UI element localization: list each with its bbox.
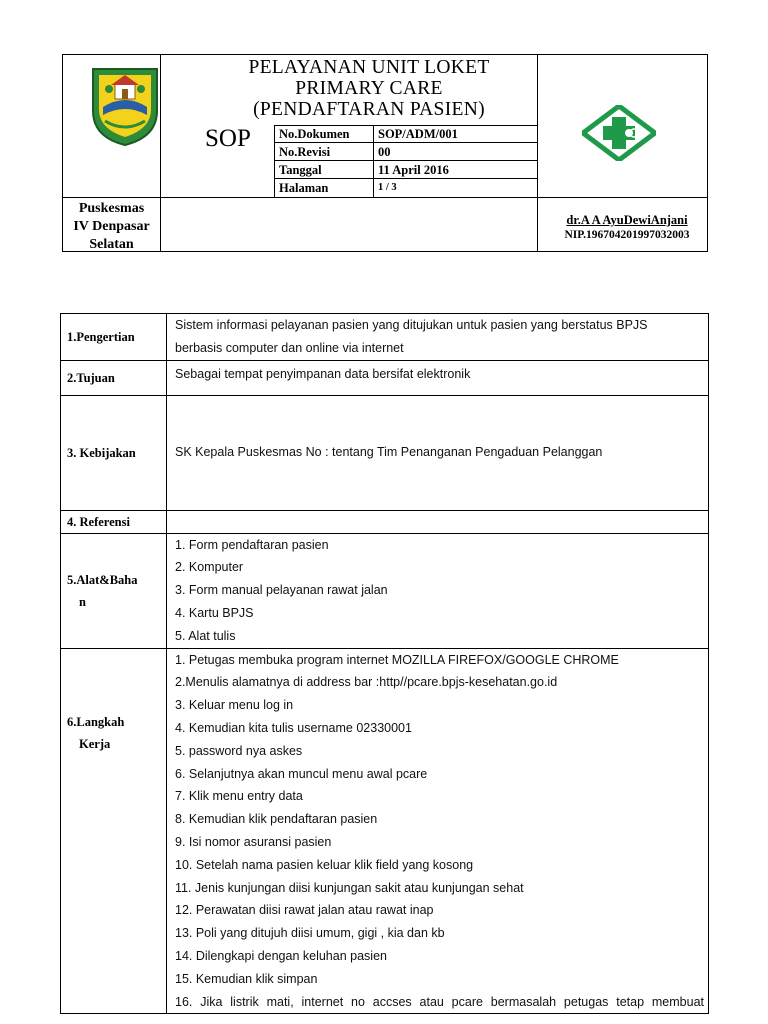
sop-content-table: [60, 313, 709, 1014]
list-item: 7. Klik menu entry data: [175, 789, 303, 804]
label-line: Kerja: [79, 736, 111, 751]
content-line: berbasis computer dan online via internet: [175, 340, 404, 355]
list-item: 14. Dilengkapi dengan keluhan pasien: [175, 948, 387, 963]
section-label: 3. Kebijakan: [61, 395, 167, 510]
table-row: [61, 510, 709, 533]
list-item: 2. Komputer: [175, 560, 244, 575]
list-item: 15. Kemudian klik simpan: [175, 971, 318, 986]
list-item: 1. Form pendaftaran pasien: [175, 537, 329, 552]
list-item: 1. Petugas membuka program internet MOZILLA FIREFOX/GOOGLE CHROME: [175, 652, 619, 667]
meta-value-document-no: SOP/ADM/001: [378, 127, 458, 141]
list-item: 8. Kemudian klik pendaftaran pasien: [175, 812, 378, 827]
sop-label: SOP: [205, 125, 251, 152]
section-content: [167, 314, 709, 361]
list-item: 11. Jenis kunjungan diisi kunjungan sakit atau kunjungan sehat: [175, 880, 524, 895]
section-content: [167, 533, 709, 648]
divider: [373, 125, 374, 197]
list-item: 9. Isi nomor asuransi pasien: [175, 834, 332, 849]
signer-nip: NIP.196704201997032003: [564, 229, 690, 241]
content-line: Sebagai tempat penyimpanan data bersifat elektronik: [175, 366, 471, 381]
label-line: 5.Alat&Baha: [67, 572, 138, 587]
label-line: n: [79, 594, 86, 609]
list-item: 12. Perawatan diisi rawat jalan atau rawat inap: [175, 903, 434, 918]
section-label: [61, 648, 167, 1014]
section-label: [61, 533, 167, 648]
label-line: 6.Langkah: [67, 714, 125, 729]
list-item: 2.Menulis alamatnya di address bar :http//pcare.bpjs-kesehatan.go.id: [175, 675, 558, 690]
list-item: 6. Selanjutnya akan muncul menu awal pcare: [175, 766, 428, 781]
meta-key-revision: No.Revisi: [279, 145, 331, 159]
title-line: PELAYANAN UNIT LOKET: [248, 57, 490, 78]
title-line: (PENDAFTARAN PASIEN): [253, 99, 485, 120]
document-title: [201, 57, 537, 120]
list-item: 4. Kemudian kita tulis username 02330001: [175, 720, 412, 735]
meta-value-revision: 00: [378, 145, 391, 159]
table-row: [61, 360, 709, 395]
org-line: Selatan: [89, 237, 134, 252]
signer-name: dr.A A AyuDewiAnjani: [566, 213, 688, 227]
section-content: [167, 395, 709, 510]
list-item: 3. Keluar menu log in: [175, 698, 294, 713]
title-line: PRIMARY CARE: [295, 78, 443, 99]
section-label: 1.Pengertian: [61, 314, 167, 361]
section-content: [167, 648, 709, 1014]
section-label: 2.Tujuan: [61, 360, 167, 395]
content-line: SK Kepala Puskesmas No : tentang Tim Penanganan Pengaduan Pelanggan: [175, 445, 603, 460]
list-item: 4. Kartu BPJS: [175, 605, 254, 620]
meta-key-date: Tanggal: [279, 163, 322, 177]
org-line: Puskesmas: [78, 201, 145, 216]
list-item: 5. Alat tulis: [175, 628, 236, 643]
list-item: 13. Poli yang ditujuh diisi umum, gigi , kia dan kb: [175, 926, 445, 941]
list-item: 5. password nya askes: [175, 743, 303, 758]
meta-key-document-no: No.Dokumen: [279, 127, 350, 141]
section-content: [167, 360, 709, 395]
organization-name: [63, 200, 160, 254]
list-item: 3. Form manual pelayanan rawat jalan: [175, 583, 388, 598]
table-row: [61, 533, 709, 648]
table-row: [61, 395, 709, 510]
content-line: Sistem informasi pelayanan pasien yang ditujukan untuk pasien yang berstatus BPJS: [175, 318, 648, 332]
section-content: [167, 510, 709, 533]
document-header: [62, 54, 708, 252]
regency-emblem-logo: [89, 63, 161, 147]
meta-key-page: Halaman: [279, 181, 329, 195]
table-row: [61, 314, 709, 361]
meta-value-date: 11 April 2016: [378, 163, 449, 177]
puskesmas-logo: [582, 105, 656, 161]
list-item: 16. Jika listrik mati, internet no accses atau pcare bermasalah petugas tetap membuat: [175, 994, 704, 1009]
divider: [63, 197, 707, 198]
table-row: [61, 648, 709, 1014]
divider: [274, 125, 275, 197]
org-line: IV Denpasar: [73, 219, 150, 234]
list-item: 10. Setelah nama pasien keluar klik field yang kosong: [175, 857, 474, 872]
meta-value-page: 1 / 3: [378, 182, 397, 193]
divider: [537, 55, 538, 252]
section-label: 4. Referensi: [61, 510, 167, 533]
